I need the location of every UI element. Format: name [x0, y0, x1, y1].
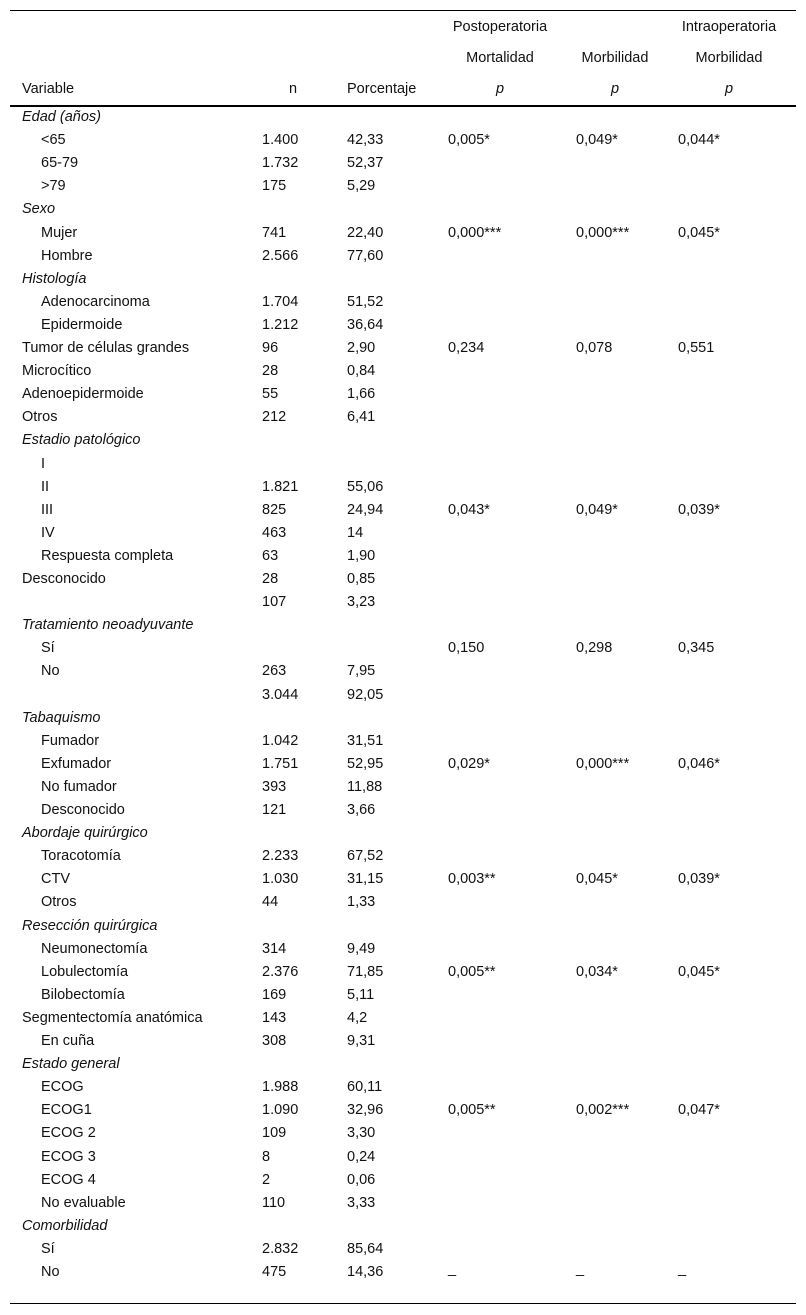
cell-porcentaje: 5,29 — [347, 178, 376, 195]
group-label: Tabaquismo — [22, 709, 101, 726]
cell-n: 3.044 — [262, 686, 299, 703]
cell-n: 109 — [262, 1125, 287, 1142]
cell-n: 393 — [262, 778, 287, 795]
row-label: Neumonectomía — [41, 940, 148, 957]
cell-n: 143 — [262, 1009, 287, 1026]
cell-p-intraoperatoria: 0,046* — [678, 755, 720, 772]
row-label: ECOG 3 — [41, 1148, 96, 1165]
cell-porcentaje: 3,33 — [347, 1194, 376, 1211]
cell-porcentaje: 3,30 — [347, 1125, 376, 1142]
cell-porcentaje: 42,33 — [347, 132, 384, 149]
cell-p-intraoperatoria: 0,039* — [678, 501, 720, 518]
row-label: Tumor de células grandes — [22, 340, 190, 356]
cell-p-mortalidad: 0,029* — [448, 755, 490, 772]
group-label: Comorbilidad — [22, 1217, 108, 1234]
cell-p-intraoperatoria: 0,345 — [678, 640, 715, 657]
cell-porcentaje: 1,66 — [347, 386, 376, 403]
cell-p-morbilidad: 0,000*** — [576, 224, 630, 241]
cell-p-morbilidad: 0,078 — [576, 340, 613, 356]
cell-p-mortalidad: 0,043* — [448, 501, 490, 518]
cell-p-mortalidad: 0,005* — [448, 132, 490, 149]
porcentaje-header: Porcentaje — [347, 81, 417, 97]
cell-n: 308 — [262, 1033, 287, 1049]
cell-porcentaje: 55,06 — [347, 478, 384, 495]
cell-p-intraoperatoria: 0,045* — [678, 963, 720, 980]
cell-porcentaje: 77,60 — [347, 247, 384, 264]
row-label: Otros — [22, 409, 58, 426]
row-label: 65-79 — [41, 155, 79, 172]
row-label: Fumador — [41, 732, 100, 749]
cell-n: 175 — [262, 178, 287, 195]
cell-n: 1.400 — [262, 132, 299, 149]
cell-n: 1.751 — [262, 755, 299, 772]
cell-porcentaje: 1,90 — [347, 547, 376, 564]
row-label: II — [41, 478, 50, 495]
header-rule — [10, 105, 796, 107]
cell-n: 475 — [262, 1264, 287, 1280]
cell-n: 1.821 — [262, 478, 299, 495]
group-label: Sexo — [22, 201, 56, 218]
data-table — [10, 10, 796, 1305]
cell-n: 110 — [262, 1194, 286, 1211]
cell-p-intraoperatoria: 0,551 — [678, 340, 715, 356]
cell-porcentaje: 9,31 — [347, 1033, 376, 1049]
row-label: Respuesta completa — [41, 547, 174, 564]
cell-n: 463 — [262, 524, 287, 541]
group-label: Tratamiento neoadyuvante — [22, 617, 194, 634]
p-morbilidad-post-header: p — [610, 81, 620, 97]
postoperatoria-header: Postoperatoria — [452, 19, 548, 35]
cell-n: 741 — [262, 224, 287, 241]
cell-n: 55 — [262, 386, 279, 403]
cell-n: 63 — [262, 547, 279, 564]
cell-porcentaje: 14,36 — [347, 1264, 384, 1280]
bottom-rule — [10, 1303, 796, 1304]
row-label: Epidermoide — [41, 316, 123, 333]
cell-p-intraoperatoria: 0,044* — [678, 132, 720, 149]
cell-p-mortalidad: 0,005** — [448, 1102, 496, 1119]
group-label: Resección quirúrgica — [22, 917, 158, 934]
comorbilidad-p-mortalidad: _ — [448, 1261, 457, 1277]
cell-porcentaje: 6,41 — [347, 409, 376, 426]
cell-p-morbilidad: 0,034* — [576, 963, 618, 980]
row-label: En cuña — [41, 1033, 95, 1049]
row-label: IV — [41, 524, 55, 541]
row-label: Toracotomía — [41, 848, 121, 865]
cell-p-morbilidad: 0,000*** — [576, 755, 630, 772]
group-label: Estadio patológico — [22, 432, 141, 449]
cell-n: 28 — [262, 363, 279, 380]
row-label: I — [41, 455, 46, 472]
cell-porcentaje: 0,06 — [347, 1171, 376, 1188]
cell-p-mortalidad: 0,150 — [448, 640, 485, 657]
cell-porcentaje: 3,66 — [347, 802, 376, 818]
cell-porcentaje: 4,2 — [347, 1009, 368, 1026]
cell-p-morbilidad: 0,049* — [576, 501, 618, 518]
row-label: Sí — [41, 640, 55, 657]
row-label: CTV — [41, 871, 70, 888]
cell-p-intraoperatoria: 0,047* — [678, 1102, 720, 1119]
group-label: Histología — [22, 270, 87, 287]
cell-n: 28 — [262, 571, 279, 587]
comorbilidad-p-morbilidad: _ — [576, 1261, 585, 1277]
cell-n: 825 — [262, 501, 287, 518]
row-label: Hombre — [41, 247, 93, 264]
row-label: ECOG 2 — [41, 1125, 96, 1142]
cell-porcentaje: 5,11 — [347, 986, 375, 1003]
cell-n: 8 — [262, 1148, 271, 1165]
top-rule — [10, 10, 796, 11]
cell-n: 121 — [262, 802, 287, 818]
cell-porcentaje: 60,11 — [347, 1079, 383, 1096]
cell-n: 1.212 — [262, 316, 299, 333]
row-label: Adenoepidermoide — [22, 386, 144, 403]
row-label: Adenocarcinoma — [41, 293, 150, 310]
row-label: No — [41, 663, 60, 680]
cell-p-mortalidad: 0,234 — [448, 340, 485, 356]
row-label: >79 — [41, 178, 66, 195]
cell-porcentaje: 71,85 — [347, 963, 384, 980]
cell-porcentaje: 24,94 — [347, 501, 384, 518]
morbilidad-intra-header: Morbilidad — [695, 50, 763, 66]
cell-porcentaje: 32,96 — [347, 1102, 384, 1119]
cell-n: 2 — [262, 1171, 271, 1188]
group-label: Edad (años) — [22, 109, 101, 125]
cell-n: 263 — [262, 663, 287, 680]
intraoperatoria-header: Intraoperatoria — [681, 19, 777, 35]
cell-n: 1.732 — [262, 155, 299, 172]
cell-porcentaje: 52,95 — [347, 755, 384, 772]
row-label: Segmentectomía anatómica — [22, 1009, 203, 1026]
cell-p-intraoperatoria: 0,045* — [678, 224, 720, 241]
cell-n: 2.566 — [262, 247, 299, 264]
cell-n: 1.030 — [262, 871, 299, 888]
cell-p-morbilidad: 0,002*** — [576, 1102, 630, 1119]
cell-porcentaje: 31,15 — [347, 871, 384, 888]
row-label: III — [41, 501, 54, 518]
p-morbilidad-intra-header: p — [724, 81, 734, 97]
cell-porcentaje: 1,33 — [347, 894, 376, 911]
row-label: ECOG — [41, 1079, 84, 1096]
row-label: Lobulectomía — [41, 963, 129, 980]
cell-n: 44 — [262, 894, 279, 911]
p-mortalidad-header: p — [495, 81, 505, 97]
row-label: Exfumador — [41, 755, 112, 772]
cell-p-morbilidad: 0,049* — [576, 132, 618, 149]
cell-p-mortalidad: 0,003** — [448, 871, 496, 888]
cell-n: 1.090 — [262, 1102, 299, 1119]
cell-p-morbilidad: 0,298 — [576, 640, 613, 657]
cell-p-intraoperatoria: 0,039* — [678, 871, 720, 888]
cell-p-mortalidad: 0,000*** — [448, 224, 502, 241]
cell-n: 314 — [262, 940, 287, 957]
row-label: Desconocido — [41, 802, 125, 818]
cell-n: 1.704 — [262, 293, 299, 310]
cell-porcentaje: 31,51 — [347, 732, 384, 749]
cell-porcentaje: 9,49 — [347, 940, 376, 957]
cell-porcentaje: 14 — [347, 524, 364, 541]
cell-p-mortalidad: 0,005** — [448, 963, 496, 980]
cell-p-morbilidad: 0,045* — [576, 871, 618, 888]
cell-porcentaje: 52,37 — [347, 155, 384, 172]
morbilidad-post-header: Morbilidad — [581, 50, 649, 66]
comorbilidad-p-intra: _ — [678, 1261, 687, 1277]
cell-porcentaje: 11,88 — [347, 778, 383, 795]
group-label: Estado general — [22, 1056, 120, 1073]
row-label: ECOG1 — [41, 1102, 92, 1119]
cell-porcentaje: 0,84 — [347, 363, 376, 380]
row-label: Mujer — [41, 224, 78, 241]
cell-porcentaje: 51,52 — [347, 293, 384, 310]
variable-header: Variable — [22, 81, 75, 97]
cell-n: 169 — [262, 986, 287, 1003]
row-label: <65 — [41, 132, 66, 149]
cell-n: 212 — [262, 409, 287, 426]
cell-n: 96 — [262, 340, 279, 356]
cell-n: 1.042 — [262, 732, 299, 749]
row-label: Bilobectomía — [41, 986, 125, 1003]
mortalidad-header: Mortalidad — [466, 50, 534, 66]
cell-n: 2.376 — [262, 963, 299, 980]
group-label: Abordaje quirúrgico — [22, 825, 148, 842]
cell-n: 107 — [262, 594, 287, 611]
cell-porcentaje: 0,24 — [347, 1148, 376, 1165]
cell-n: 1.988 — [262, 1079, 299, 1096]
row-label: Microcítico — [22, 363, 92, 380]
row-label: Otros — [41, 894, 77, 911]
cell-n: 2.233 — [262, 848, 299, 865]
row-label: Desconocido — [22, 571, 106, 587]
cell-porcentaje: 2,90 — [347, 340, 376, 356]
row-label: No — [41, 1264, 60, 1280]
n-header: n — [288, 81, 298, 97]
row-label: Sí — [41, 1240, 55, 1257]
cell-porcentaje: 22,40 — [347, 224, 384, 241]
cell-porcentaje: 7,95 — [347, 663, 376, 680]
cell-porcentaje: 3,23 — [347, 594, 376, 611]
cell-n: 2.832 — [262, 1240, 299, 1257]
cell-porcentaje: 0,85 — [347, 571, 376, 587]
cell-porcentaje: 67,52 — [347, 848, 384, 865]
row-label: No fumador — [41, 778, 117, 795]
row-label: ECOG 4 — [41, 1171, 96, 1188]
cell-porcentaje: 85,64 — [347, 1240, 384, 1257]
row-label: No evaluable — [41, 1194, 126, 1211]
cell-porcentaje: 92,05 — [347, 686, 384, 703]
cell-porcentaje: 36,64 — [347, 316, 384, 333]
